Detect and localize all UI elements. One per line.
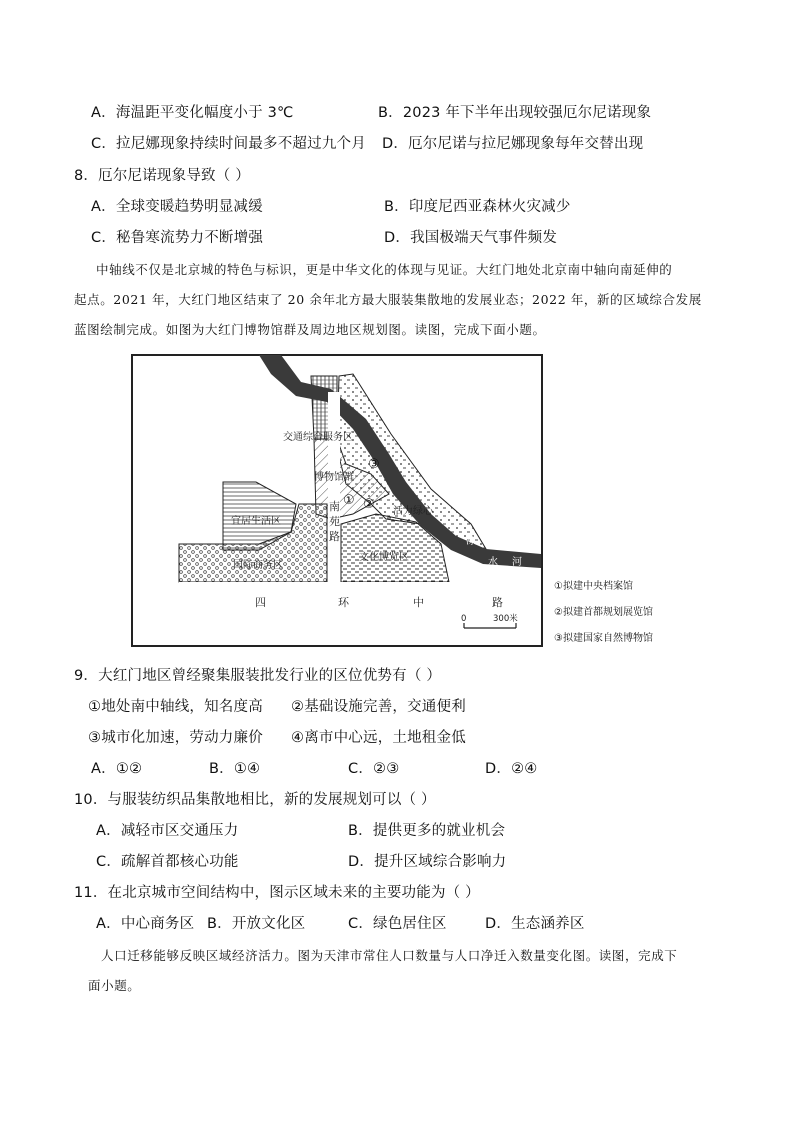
- passage1-line2: 起点。2021 年，大红门地区结束了 20 余年北方最大服装集散地的发展业态；2022 年，新的区域综合发展: [74, 292, 702, 307]
- label-vitality-green: 活力绿心: [393, 506, 433, 517]
- road-char-2: 苑: [329, 515, 340, 528]
- passage2-line2: 面小题。: [88, 978, 141, 993]
- marker-2: ②: [363, 497, 375, 512]
- q9-option-c: C．②③: [348, 761, 400, 777]
- q9-statement-3: ③城市化加速，劳动力廉价: [88, 730, 263, 746]
- q9-stem: 9．大红门地区曾经聚集服装批发行业的区位优势有（ ）: [74, 668, 442, 684]
- q8-stem: 8．厄尔尼诺现象导致（ ）: [74, 168, 250, 184]
- q9-option-d: D．②④: [485, 761, 538, 777]
- passage1-line1: 中轴线不仅是北京城的特色与标识，更是中华文化的体现与见证。大红门地处北京南中轴向南延伸的: [96, 262, 673, 277]
- q11-option-d: D．生态涵养区: [485, 916, 585, 932]
- q10-stem: 10．与服装纺织品集散地相比，新的发展规划可以（ ）: [74, 792, 436, 808]
- legend-item-1: ①拟建中央档案馆: [554, 581, 633, 592]
- q7-option-c: C．拉尼娜现象持续时间最多不超过九个月: [91, 136, 366, 152]
- fourth-ring-road: [179, 582, 541, 592]
- q11-stem: 11．在北京城市空间结构中，图示区域未来的主要功能为（ ）: [74, 885, 480, 901]
- q10-option-d: D．提升区域综合影响力: [348, 854, 507, 870]
- legend-item-3: ③拟建国家自然博物馆: [554, 633, 653, 644]
- q9-statement-4: ④离市中心远，土地租金低: [291, 730, 466, 746]
- marker-1: ①: [343, 493, 355, 508]
- q9-statement-1: ①地处南中轴线，知名度高: [88, 699, 263, 715]
- road-char-3: 路: [329, 530, 340, 543]
- q11-option-c: C．绿色居住区: [348, 916, 447, 932]
- passage1-line3: 蓝图绘制完成。如图为大红门博物馆群及周边地区规划图。读图，完成下面小题。: [74, 322, 546, 337]
- label-museum-group: 博物馆群: [314, 472, 354, 483]
- q10-option-b: B．提供更多的就业机会: [348, 823, 506, 839]
- ring-char-1: 四: [255, 596, 266, 609]
- nanyuan-road: [328, 392, 340, 582]
- marker-3: ③: [368, 457, 380, 472]
- label-business-zone: 国际商务区: [233, 560, 283, 571]
- label-livable-zone: 宜居生活区: [231, 516, 281, 527]
- river-char-2: 水: [488, 557, 498, 568]
- q10-option-c: C．疏解首都核心功能: [96, 854, 239, 870]
- q9-option-a: A．①②: [91, 761, 143, 777]
- label-transport-zone: 交通综合服务区: [283, 432, 353, 443]
- q10-option-a: A．减轻市区交通压力: [96, 823, 239, 839]
- q7-option-b: B．2023 年下半年出现较强厄尔尼诺现象: [378, 105, 652, 121]
- ring-char-3: 中: [413, 596, 424, 609]
- q8-option-c: C．秘鲁寒流势力不断增强: [91, 230, 264, 246]
- q8-option-d: D．我国极端天气事件频发: [384, 230, 558, 246]
- river-char-1: 凉: [466, 536, 476, 547]
- q8-option-b: B．印度尼西亚森林火灾减少: [384, 199, 571, 215]
- q9-statement-2: ②基础设施完善，交通便利: [291, 699, 466, 715]
- planning-map: [131, 354, 543, 647]
- q11-option-a: A．中心商务区: [96, 916, 195, 932]
- q11-option-b: B．开放文化区: [207, 916, 306, 932]
- scale-zero: 0: [461, 614, 467, 624]
- q7-option-d: D．厄尔尼诺与拉尼娜现象每年交替出现: [382, 136, 644, 152]
- river-char-3: 河: [512, 557, 522, 568]
- passage2-line1: 人口迁移能够反映区域经济活力。图为天津市常住人口数量与人口净迁入数量变化图。读图，完成下: [101, 948, 678, 963]
- legend-item-2: ②拟建首都规划展览馆: [554, 607, 653, 618]
- ring-char-2: 环: [338, 596, 349, 609]
- q9-option-b: B．①④: [209, 761, 261, 777]
- q8-option-a: A．全球变暖趋势明显减缓: [91, 199, 263, 215]
- ring-char-4: 路: [492, 596, 503, 609]
- road-char-1: 南: [329, 500, 340, 513]
- q7-option-a: A．海温距平变化幅度小于 3℃: [91, 105, 294, 121]
- label-culture-expo: 文化博览区: [359, 552, 409, 563]
- scale-label: 300米: [493, 614, 518, 624]
